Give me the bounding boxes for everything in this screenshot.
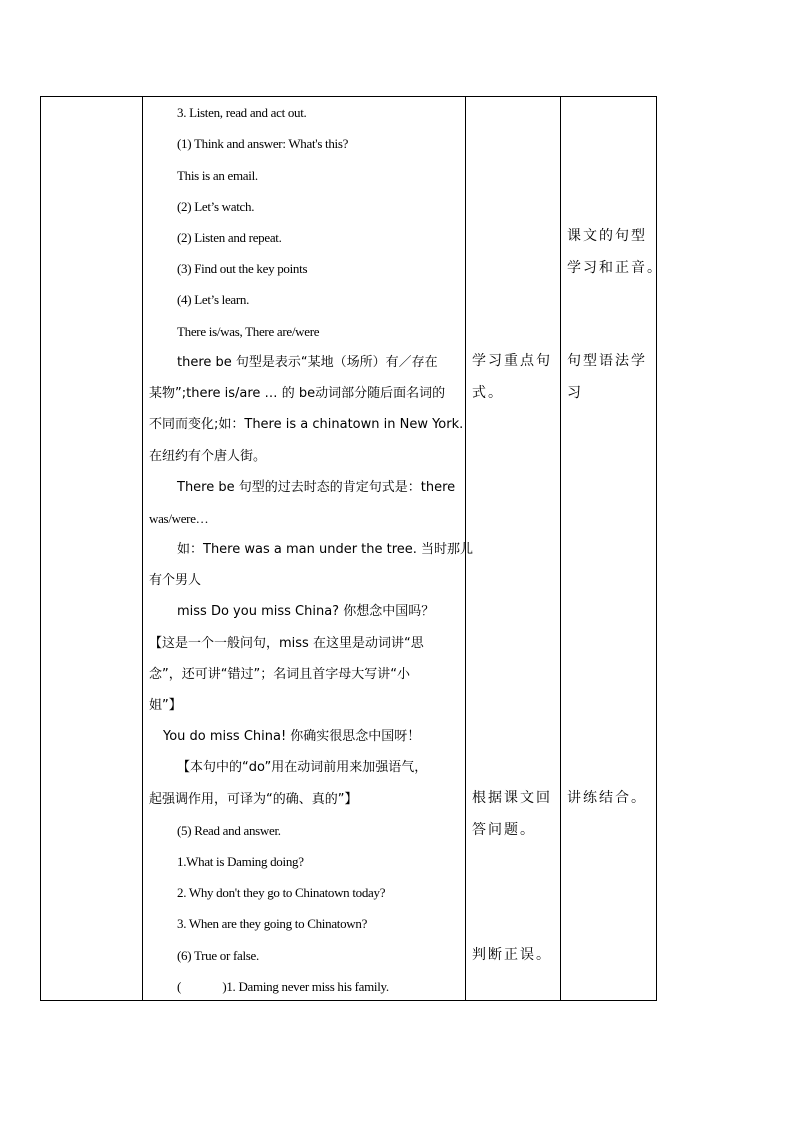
content-line: 起强调作用，可译为“的确、真的”】	[149, 792, 358, 807]
content-line: 1.What is Daming doing?	[177, 854, 304, 869]
content-line: was/were…	[149, 511, 209, 526]
content-line: 如：There was a man under the tree. 当时那儿	[177, 542, 474, 557]
content-line: 有个男人	[149, 573, 202, 588]
content-line: 【本句中的“do”用在动词前用来加强语气，	[177, 760, 428, 775]
design-intent-line: 学习和正音。	[567, 260, 663, 276]
student-activity-line: 根据课文回	[472, 790, 552, 806]
content-line: (3) Find out the key points	[177, 261, 308, 276]
content-line: (4) Let’s learn.	[177, 292, 250, 307]
design-intent-line: 句型语法学	[567, 353, 647, 369]
lesson-plan-table	[40, 96, 663, 1001]
content-cell	[143, 97, 474, 1001]
content-line: miss Do you miss China? 你想念中国吗？	[177, 604, 435, 619]
content-line: There be 句型的过去时态的肯定句式是：there	[177, 480, 456, 495]
content-line: You do miss China! 你确实很思念中国呀！	[163, 729, 421, 744]
content-line: 在纽约有个唐人街。	[149, 449, 267, 464]
stage-cell	[41, 97, 143, 1001]
content-line: 2. Why don't they go to Chinatown today?	[177, 885, 386, 900]
student-activity-line: 判断正误。	[472, 947, 552, 963]
content-line: There is/was, There are/were	[177, 324, 320, 339]
table-row	[41, 97, 657, 1001]
content-line: This is an email.	[177, 168, 258, 183]
content-line: 3. Listen, read and act out.	[177, 105, 307, 120]
content-line: there be 句型是表示“某地（场所）有／存在	[177, 355, 438, 370]
design-intent-line: 习	[567, 385, 583, 401]
design-intent-line: 讲练结合。	[567, 790, 647, 806]
content-line: (1) Think and answer: What's this?	[177, 136, 349, 151]
student-activity-line: 答问题。	[472, 822, 536, 838]
content-line: 【这是一个一般问句，miss 在这里是动词讲“思	[149, 636, 424, 651]
content-line: (2) Listen and repeat.	[177, 230, 282, 245]
content-line: ( )1. Daming never miss his family.	[177, 979, 389, 994]
content-line: 念”，还可讲“错过”；名词且首字母大写讲“小	[149, 667, 410, 682]
content-line: (5) Read and answer.	[177, 823, 281, 838]
content-line: (2) Let’s watch.	[177, 199, 255, 214]
student-activity-cell	[466, 97, 561, 1001]
content-line: 姐”】	[149, 698, 182, 713]
content-line: 不同而变化;如：There is a chinatown in New York.	[149, 417, 464, 432]
design-intent-cell	[561, 97, 663, 1001]
student-activity-line: 式。	[472, 385, 504, 401]
content-line: 某物”;there is/are … 的 be动词部分随后面名词的	[149, 386, 446, 401]
student-activity-line: 学习重点句	[472, 353, 552, 369]
content-line: (6) True or false.	[177, 948, 259, 963]
design-intent-line: 课文的句型	[567, 228, 647, 244]
content-line: 3. When are they going to Chinatown?	[177, 916, 368, 931]
